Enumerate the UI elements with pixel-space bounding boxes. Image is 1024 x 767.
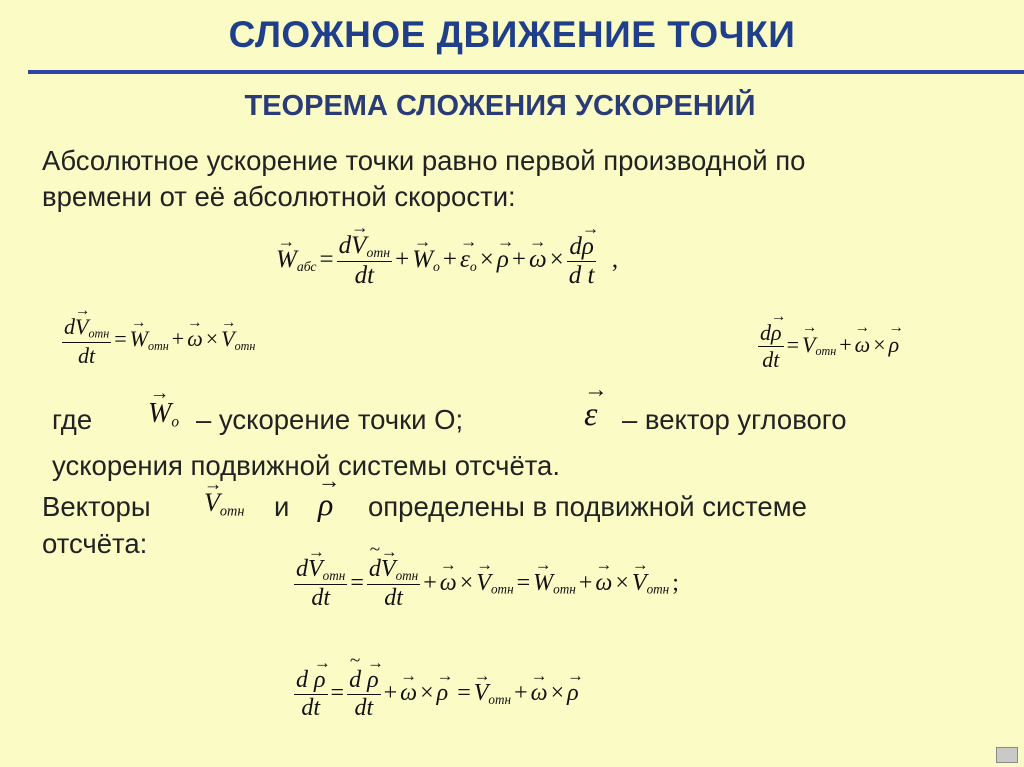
epsilon-description: – вектор углового: [622, 404, 847, 435]
formula-relative-rho: $\frac{d \to \rho}{dt}$ = $\frac{d \sim \to \rho}{dt}$ +→ $\omega \times\to \rho =\to V_{отн} +\to \omega \times\to \rho$: [294, 667, 579, 722]
epsilon-symbol: → ε: [584, 396, 597, 434]
epsilon-description-line-2: ускорения подвижной системы отсчёта.: [52, 450, 560, 481]
formula-right: $\frac{d\to \rho}{dt}$ =→ $V_{отн} +\to \omega \times\to \rho$: [758, 320, 899, 373]
formula-relative-velocity: $\frac{d\to V_{отн}}{dt}$ = $\frac{d \sim\to V_{отн}}{dt}$ +→ $\omega \times\to V_{отн} =\to W_{отн} +\to \omega \times\to V_{отн}$ ;: [294, 556, 682, 612]
and-word: и: [274, 491, 290, 522]
v-rel-symbol: → $V_{отн}$: [204, 488, 244, 520]
vectors-description: определены в подвижной системе: [368, 491, 807, 522]
title-divider: [28, 70, 1024, 74]
intro-line-1: Абсолютное ускорение точки равно первой производной по: [42, 145, 806, 176]
vectors-description-line-2: отсчёта:: [42, 528, 148, 559]
where-label: где: [52, 404, 93, 435]
formula-main: → $W_{абс}$ = $\frac{d\to V_{отн}}{dt}$ +→ $W_o +\to \varepsilon_o \times\to \rho +\to \omega$ × $\frac{d\to \rho}{\text{d t}}$ ,: [276, 232, 621, 290]
vectors-label: Векторы: [42, 491, 151, 522]
intro-line-2: времени от её абсолютной скорости:: [42, 181, 516, 212]
w-o-description: – ускорение точки О;: [196, 404, 464, 435]
slide-title: СЛОЖНОЕ ДВИЖЕНИЕ ТОЧКИ: [228, 14, 796, 55]
nav-button-icon[interactable]: [996, 747, 1018, 763]
slide-subtitle: ТЕОРЕМА СЛОЖЕНИЯ УСКОРЕНИЙ: [244, 90, 756, 122]
w-o-symbol: → $W_o$: [148, 398, 179, 432]
rho-symbol: → ρ: [318, 486, 333, 523]
formula-left: $\frac{d\to V_{отн}}{dt}$ =→ $W_{отн} +\to \omega \times\to V_{отн}$: [62, 314, 255, 369]
